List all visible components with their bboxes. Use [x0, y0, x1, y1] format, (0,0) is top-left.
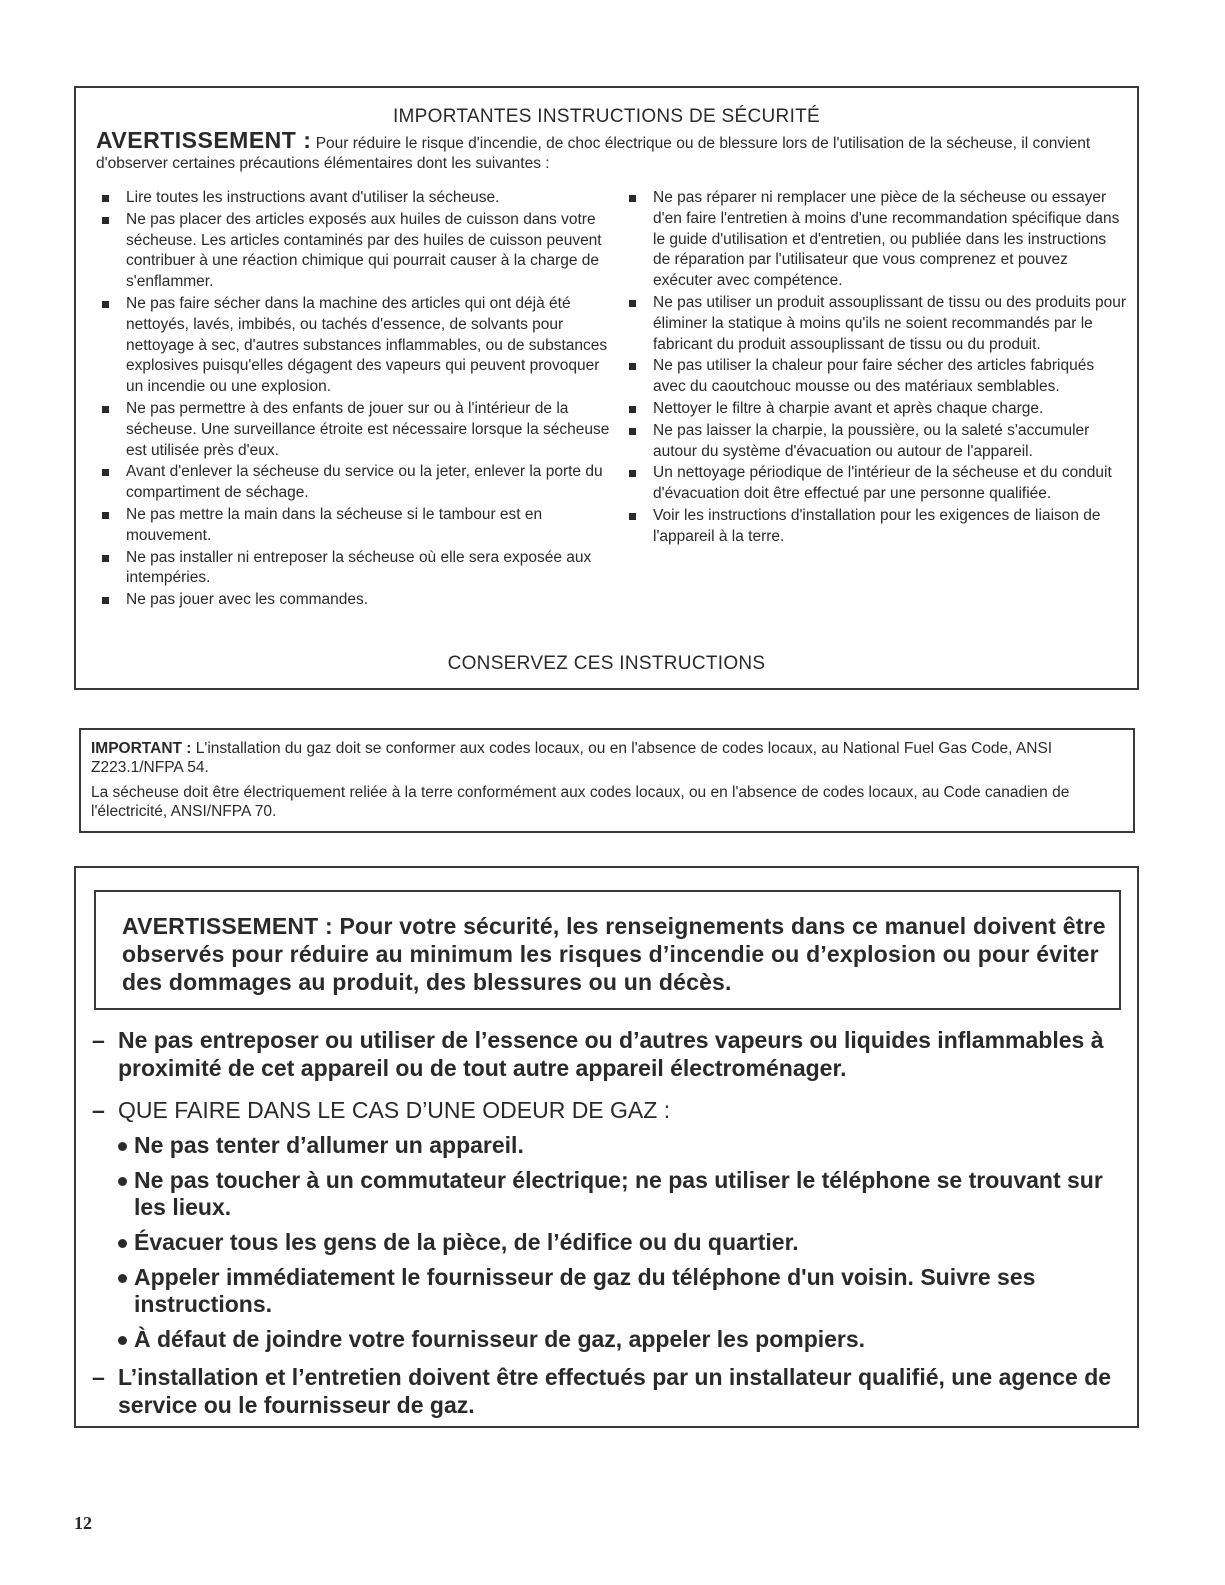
- safety-instructions-box: [74, 86, 1139, 690]
- square-bullet-icon: [102, 195, 109, 202]
- list-item: – L’installation et l’entretien doivent être effectués par un installateur qualifié, une agence de service ou le fournisseur de gaz.: [92, 1364, 1112, 1418]
- list-item: Ne pas installer ni entreposer la sécheuse où elle sera exposée aux intempéries.: [100, 548, 612, 590]
- list-item: Ne pas permettre à des enfants de jouer sur ou à l'intérieur de la sécheuse. Une surveillance étroite est nécessaire lorsque la sécheuse est utilisée près d'eux.: [100, 399, 612, 461]
- safety-footer: CONSERVEZ CES INSTRUCTIONS: [447, 653, 766, 674]
- list-item: Voir les instructions d'installation pour les exigences de liaison de l'appareil à la terre.: [627, 506, 1127, 548]
- square-bullet-icon: [629, 470, 636, 477]
- electric-code-note: La sécheuse doit être électriquement reliée à la terre conformément aux codes locaux, ou en l'absence de codes locaux, au Code canadien de l'électricité, ANSI/NFPA 70.: [91, 784, 1070, 820]
- square-bullet-icon: [102, 469, 109, 476]
- gas-instructions-list: [90, 1026, 1121, 1433]
- round-bullet-icon: [118, 1142, 127, 1151]
- important-label: IMPORTANT :: [91, 740, 192, 757]
- list-item: Ne pas toucher à un commutateur électrique; ne pas utiliser le téléphone se trouvant sur les lieux.: [90, 1167, 1121, 1221]
- list-item: Ne pas mettre la main dans la sécheuse si le tambour est en mouvement.: [100, 505, 612, 547]
- round-bullet-icon: [118, 1336, 127, 1345]
- important-installation-box: [79, 728, 1135, 833]
- round-bullet-icon: [118, 1239, 127, 1248]
- square-bullet-icon: [102, 555, 109, 562]
- square-bullet-icon: [629, 195, 636, 202]
- list-item: Ne pas tenter d’allumer un appareil.: [90, 1132, 1121, 1159]
- dash-bullet: –: [92, 1097, 105, 1123]
- dash-bullet: –: [92, 1364, 105, 1390]
- left-instructions-list: [100, 188, 612, 612]
- page-number: 12: [74, 1513, 92, 1533]
- square-bullet-icon: [629, 428, 636, 435]
- square-bullet-icon: [629, 363, 636, 370]
- gas-warning-box: [74, 866, 1139, 1428]
- list-item: Ne pas utiliser la chaleur pour faire sécher des articles fabriqués avec du caoutchouc mousse ou des matériaux semblables.: [627, 356, 1127, 398]
- safety-title: IMPORTANTES INSTRUCTIONS DE SÉCURITÉ: [392, 106, 821, 127]
- gas-odor-steps: [90, 1132, 1121, 1353]
- right-instructions-list: [627, 188, 1127, 549]
- list-item: Ne pas laisser la charpie, la poussière, ou la saleté s'accumuler autour du système d'évacuation ou autour de l'appareil.: [627, 421, 1127, 463]
- square-bullet-icon: [629, 406, 636, 413]
- warning-text: Pour réduire le risque d'incendie, de choc électrique ou de blessure lors de l'utilisation de la sécheuse, il convient d'observer certaines précautions élémentaires dont les suivantes :: [96, 135, 1091, 172]
- round-bullet-icon: [118, 1274, 127, 1283]
- warning-lead: AVERTISSEMENT :: [96, 127, 312, 153]
- list-item: Lire toutes les instructions avant d'utiliser la sécheuse.: [100, 188, 612, 209]
- list-item: Ne pas faire sécher dans la machine des articles qui ont déjà été nettoyés, lavés, imbibés, ou tachés d'essence, de solvants pour nettoyage à sec, d'autres substances inflammables, ou de substances explosives puisqu'elles dégagent des vapeurs qui peuvent provoquer un incendie ou une explosion.: [100, 294, 612, 398]
- list-item: [90, 1096, 1121, 1124]
- list-item: Ne pas utiliser un produit assouplissant de tissu ou des produits pour éliminer la statique à moins qu'ils ne soient recommandés par le fabricant du produit assouplissant de tissu ou du produit.: [627, 293, 1127, 355]
- list-item: Évacuer tous les gens de la pièce, de l’édifice ou du quartier.: [90, 1229, 1121, 1256]
- list-item: À défaut de joindre votre fournisseur de gaz, appeler les pompiers.: [90, 1326, 1121, 1353]
- gas-odor-heading: QUE FAIRE DANS LE CAS D’UNE ODEUR DE GAZ :: [118, 1097, 671, 1123]
- square-bullet-icon: [629, 300, 636, 307]
- list-item: Appeler immédiatement le fournisseur de gaz du téléphone d'un voisin. Suivre ses instructions.: [90, 1264, 1121, 1318]
- square-bullet-icon: [102, 406, 109, 413]
- list-item: Ne pas placer des articles exposés aux huiles de cuisson dans votre sécheuse. Les articles contaminés par des huiles de cuisson peuvent contribuer à une réaction chimique qui pourrait causer à la charge de s'enflammer.: [100, 210, 612, 293]
- list-item: Ne pas réparer ni remplacer une pièce de la sécheuse ou essayer d'en faire l'entretien à moins d'une recommandation spécifique dans le guide d'utilisation et d'entretien, ou publiée dans les instructions de réparation par l'utilisateur que vous comprenez et pouvez exécuter avec compétence.: [627, 188, 1127, 292]
- list-item: Ne pas jouer avec les commandes.: [100, 590, 612, 611]
- list-item: Un nettoyage périodique de l'intérieur de la sécheuse et du conduit d'évacuation doit être effectué par une personne qualifiée.: [627, 463, 1127, 505]
- square-bullet-icon: [102, 512, 109, 519]
- warning-paragraph: [96, 127, 1117, 174]
- square-bullet-icon: [102, 597, 109, 604]
- list-item: – Ne pas entreposer ou utiliser de l’essence ou d’autres vapeurs ou liquides inflammables à proximité de cet appareil ou de tout autre appareil électroménager.: [92, 1027, 1104, 1081]
- round-bullet-icon: [118, 1177, 127, 1186]
- gas-code-note: IMPORTANT : L'installation du gaz doit se conformer aux codes locaux, ou en l'absence de codes locaux, au National Fuel Gas Code, ANSI Z223.1/NFPA 54.: [91, 740, 1053, 776]
- square-bullet-icon: [629, 513, 636, 520]
- square-bullet-icon: [102, 217, 109, 224]
- square-bullet-icon: [102, 301, 109, 308]
- dash-bullet: –: [92, 1027, 105, 1053]
- list-item: Nettoyer le filtre à charpie avant et après chaque charge.: [627, 399, 1127, 420]
- list-item: Avant d'enlever la sécheuse du service ou la jeter, enlever la porte du compartiment de séchage.: [100, 462, 612, 504]
- warning-headline: AVERTISSEMENT : Pour votre sécurité, les renseignements dans ce manuel doivent être observés pour réduire au minimum les risques d’incendie ou d’explosion ou pour éviter des dommages au produit, des blessures ou un décès.: [94, 890, 1121, 1010]
